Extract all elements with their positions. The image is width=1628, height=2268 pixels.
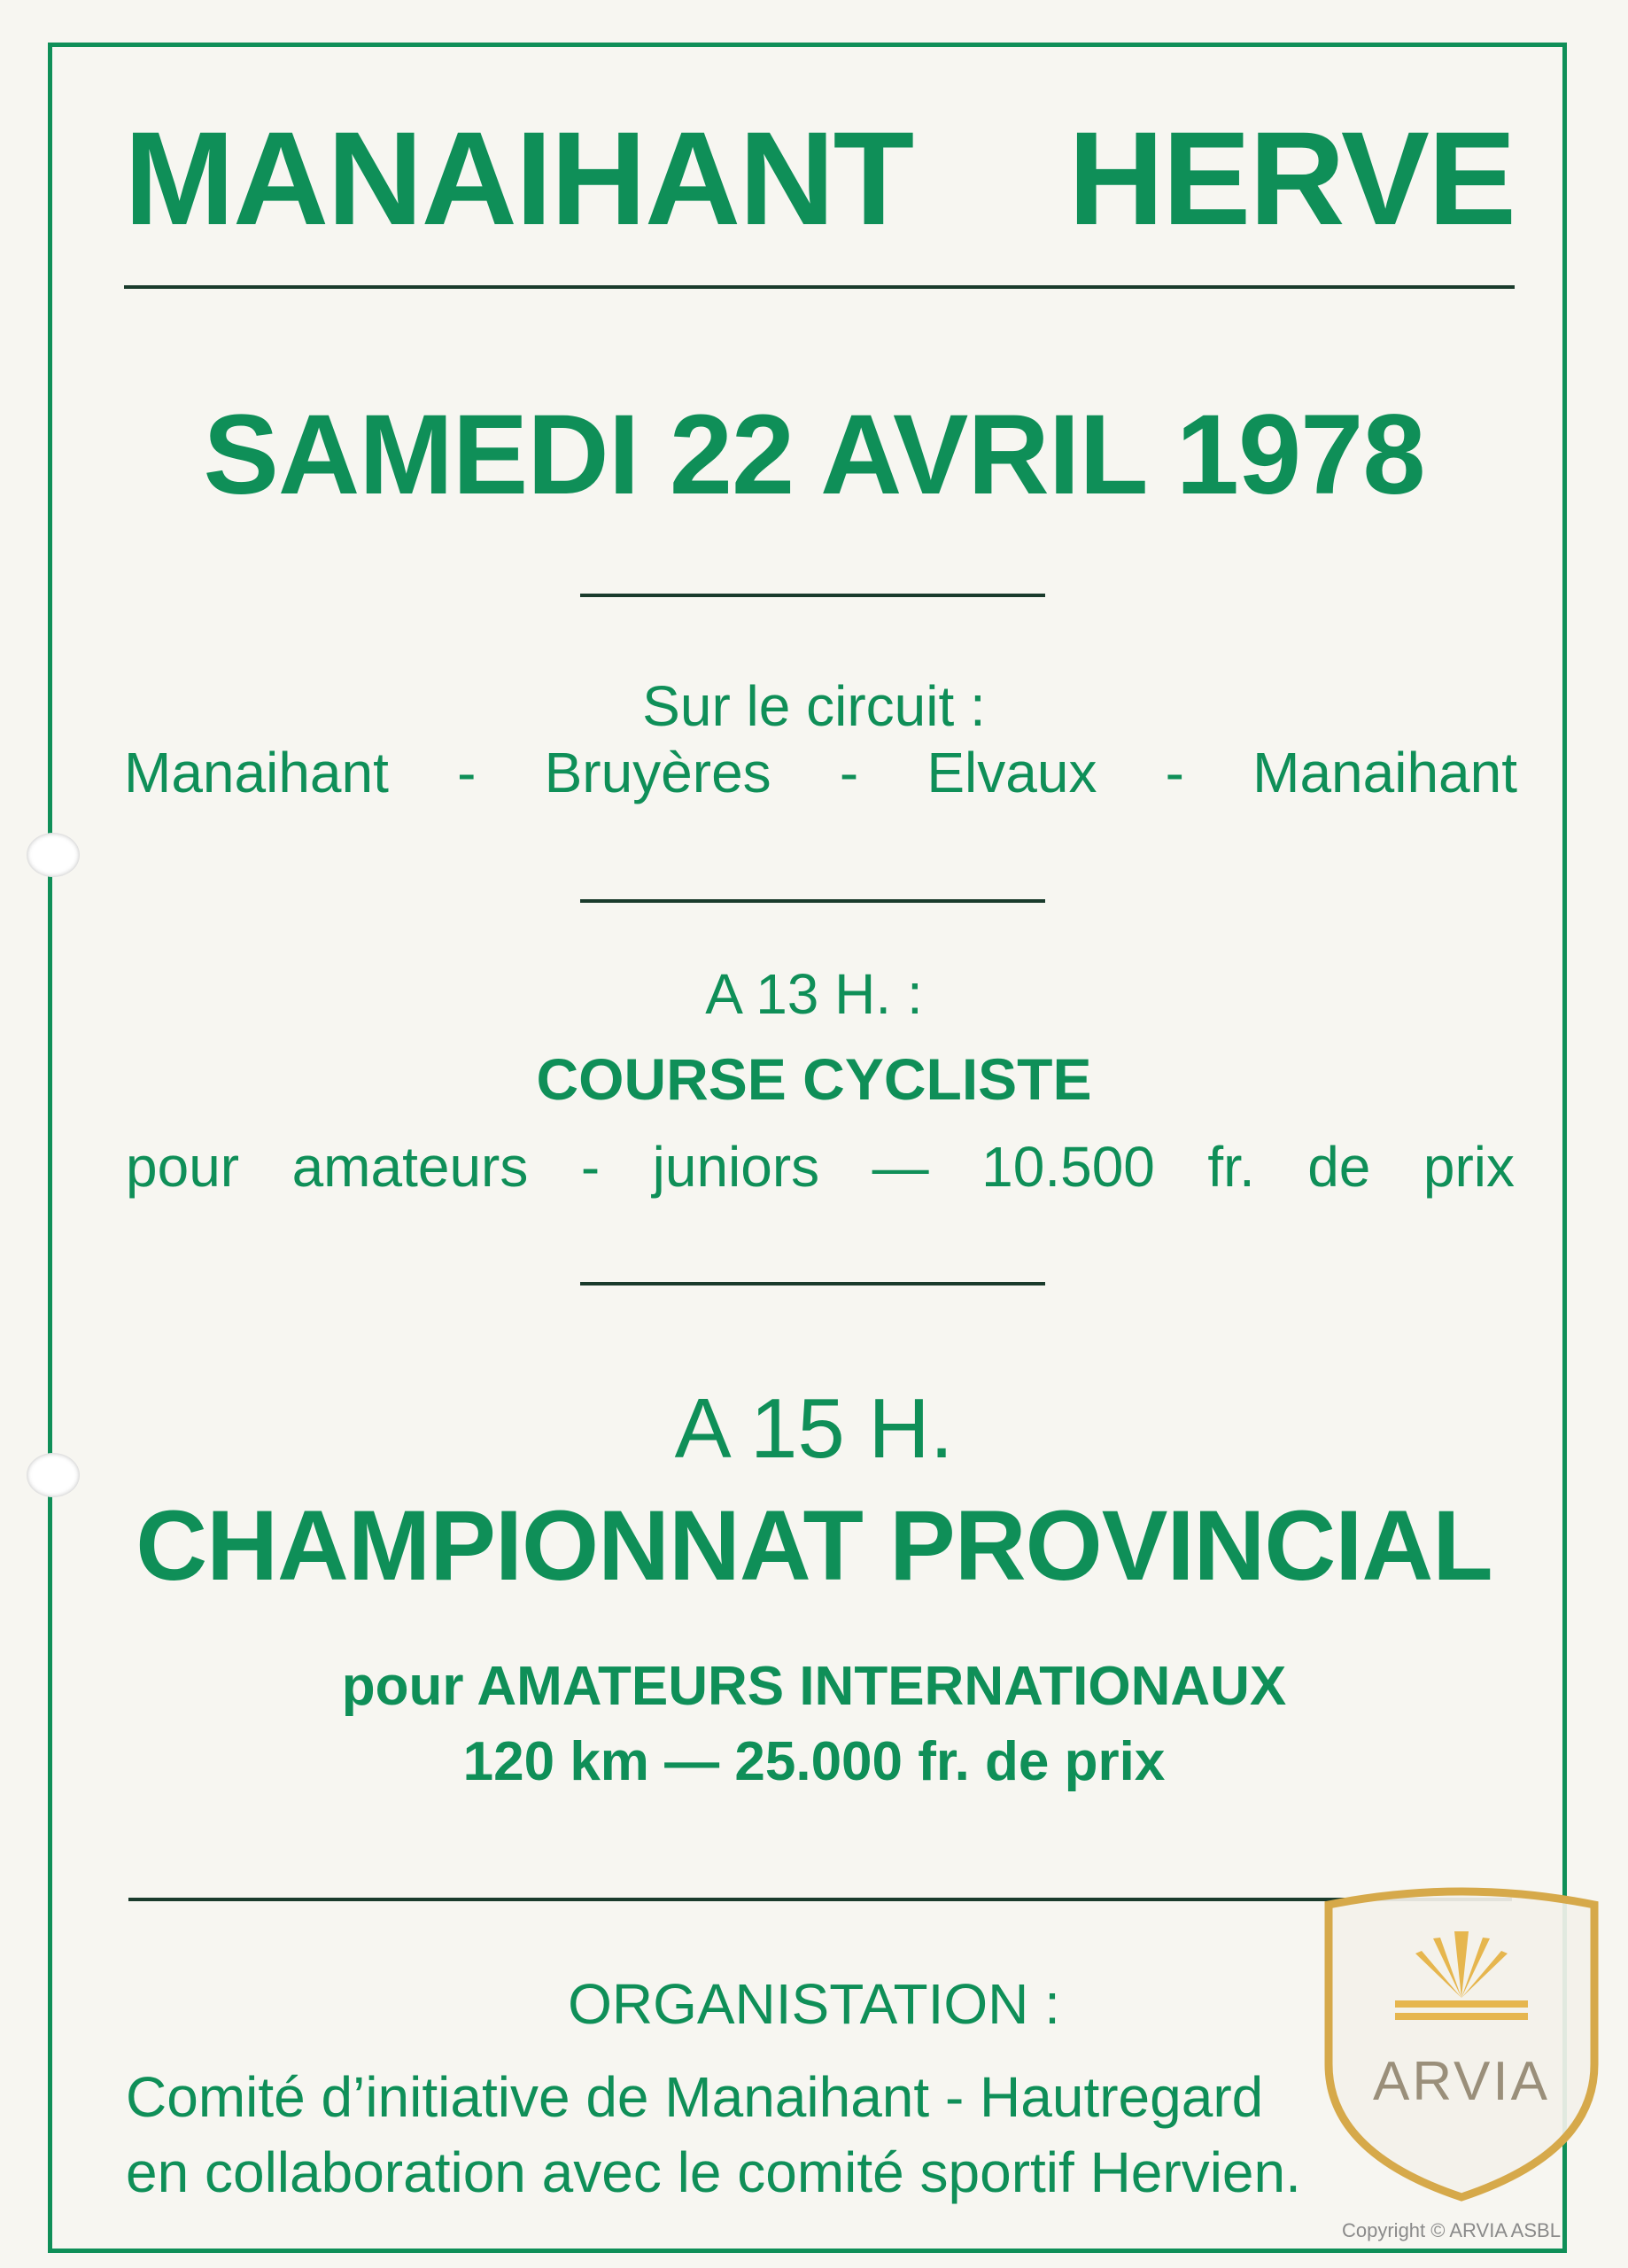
event2-time: A 15 H. [674,1381,954,1476]
divider-date [580,594,1045,597]
route-word: Elvaux [926,741,1097,804]
route-word: - [457,741,477,804]
event1-details-word: fr. [1207,1135,1255,1199]
organisation-line2: en collaboration avec le comité sportif Hervien. [126,2140,1301,2204]
divider-circuit [580,899,1045,903]
route-word: Manaihant [1252,741,1517,804]
copyright-notice: Copyright © ARVIA ASBL [1342,2219,1561,2241]
event1-details-word: juniors [652,1135,820,1199]
circuit-route [124,740,1517,805]
route-word: - [1165,741,1184,804]
badge-text: ARVIA [1373,2051,1550,2112]
event1-details-word: 10.500 [981,1135,1155,1199]
event2-prize: 120 km — 25.000 fr. de prix [462,1731,1166,1792]
organisation-label: ORGANISTATION : [568,1972,1060,2036]
event1-details-word: de [1307,1135,1371,1199]
divider-event1 [580,1282,1045,1285]
event2-name: CHAMPIONNAT PROVINCIAL [136,1490,1492,1601]
divider-title [124,285,1515,289]
route-word: Manaihant [124,741,389,804]
event-date: SAMEDI 22 AVRIL 1978 [203,392,1425,518]
event1-name: COURSE CYCLISTE [536,1046,1092,1112]
route-word: Bruyères [544,741,771,804]
event1-details [126,1134,1515,1200]
title-left: MANAIHANT [124,104,913,252]
poster-title [124,102,1515,255]
event2-category: pour AMATEURS INTERNATIONAUX [341,1656,1287,1717]
event1-time: A 13 H. : [705,962,923,1026]
event1-details-word: amateurs [291,1135,529,1199]
event1-details-word: — [872,1135,929,1199]
punch-hole-top [27,833,80,877]
event1-details-word: prix [1423,1135,1515,1199]
event1-details-word: - [580,1135,601,1199]
organisation-line1: Comité d’initiative de Manaihant - Hautregard [126,2065,1264,2129]
arvia-shield-logo [1311,1887,1612,2206]
title-right: HERVE [1067,104,1515,252]
circuit-label: Sur le circuit : [642,674,986,738]
divider-event2 [128,1898,1512,1901]
event1-details-word: pour [126,1135,240,1199]
route-word: - [839,741,859,804]
